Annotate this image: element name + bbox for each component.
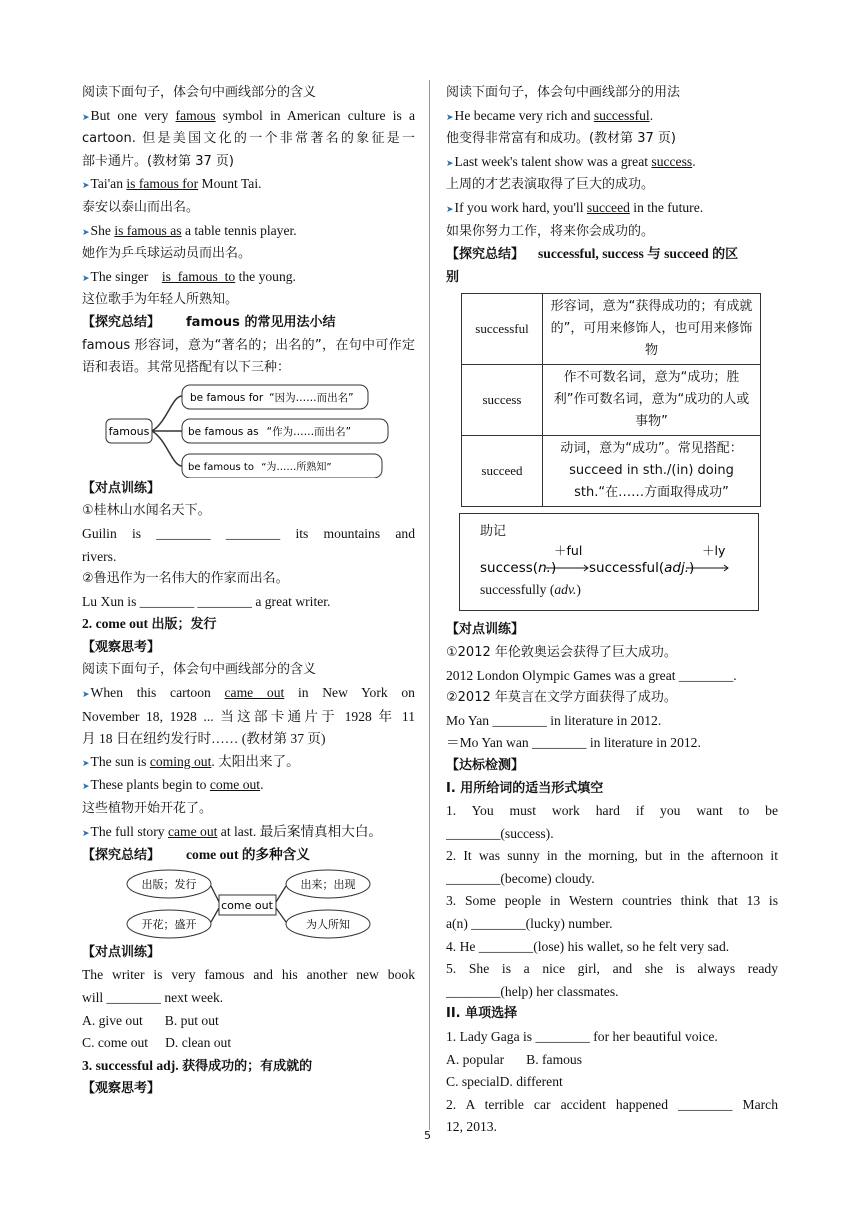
svg-text:be famous for“因为……而出名”: be famous for “因为……而出名”	[190, 391, 354, 404]
table-cell-word: succeed	[462, 436, 543, 507]
table-cell-word: successful	[462, 294, 543, 365]
mind-map-branch	[152, 396, 182, 431]
table-row	[462, 294, 761, 365]
section-heading: 【观察思考】	[82, 639, 161, 655]
section-heading: 别	[446, 269, 460, 285]
question-stem: 4. He ________(lose) his wallet, so he felt very sad.	[446, 938, 730, 954]
svg-text:come out: come out	[221, 898, 273, 912]
translation: 这些植物开始开花了。	[82, 801, 213, 817]
answer-options: C. come out D. clean out	[82, 1035, 232, 1051]
page-number: 5	[424, 1129, 431, 1142]
question-stem: 1. Lady Gaga is ________ for her beautiful voice.	[446, 1029, 718, 1045]
section-title: 3. successful adj. 获得成功的；有成就的	[82, 1057, 313, 1074]
svg-text:be famous as“作为……而出名”: be famous as “作为……而出名”	[188, 425, 352, 438]
column-divider	[429, 80, 430, 1130]
exercise-line: ＝Mo Yan wan ________ in literature in 2012.	[446, 735, 701, 751]
table-cell-meaning: 形容词，意为“获得成功的；有成就的”，可用来修饰人，也可用来修饰物	[543, 294, 761, 365]
comparison-table	[461, 293, 761, 507]
question-stem: ________(help) her classmates.	[446, 983, 619, 999]
example-sentence: ➤These plants begin to come out.	[82, 777, 264, 793]
example-sentence: 月 18 日在纽约发行时…… (教材第 37 页)	[82, 731, 326, 747]
svg-text:＋ful: ＋ful	[554, 544, 583, 559]
svg-text:出版；发行: 出版；发行	[141, 877, 197, 891]
example-sentence: ➤The singer is famous to the young.	[82, 268, 296, 284]
answer-options: A. popular B. famous	[446, 1051, 583, 1067]
instruction: 阅读下面句子，体会句中画线部分的含义	[82, 662, 317, 678]
exercise-line: 2012 London Olympic Games was a great ________.	[446, 667, 737, 683]
svg-text:success(n.): success(n.)	[480, 560, 557, 577]
bullet-arrow-icon: ➤	[82, 111, 90, 122]
section-heading: 【对点训练】	[82, 944, 161, 960]
left-column	[82, 82, 415, 1101]
question-stem: a(n) ________(lucky) number.	[446, 916, 613, 932]
svg-text:＋ly: ＋ly	[702, 544, 726, 559]
question-stem: The writer is very famous and his another new book	[82, 967, 415, 983]
exercise-prompt: ①2012 年伦敦奥运会获得了巨大成功。	[446, 644, 677, 660]
question-stem: ________(become) cloudy.	[446, 870, 595, 886]
table-row	[462, 436, 761, 507]
bullet-arrow-icon: ➤	[82, 757, 90, 768]
bullet-arrow-icon: ➤	[446, 203, 454, 214]
part-title: II. 单项选择	[446, 1006, 518, 1022]
table-cell-meaning: 作不可数名词，意为“成功；胜利”作可数名词，意为“成功的人或事物”	[543, 365, 761, 436]
svg-text:be famous to“为……所熟知”: be famous to “为……所熟知”	[188, 461, 332, 473]
section-heading: 【达标检测】	[446, 757, 525, 773]
section-heading: 【观察思考】	[82, 1081, 161, 1097]
translation: 上周的才艺表演取得了巨大的成功。	[446, 177, 655, 193]
right-column	[446, 82, 778, 1139]
table-cell-meaning: 动词，意为“成功”。常见搭配：succeed in sth./(in) doing sth.“在……方面取得成功”	[543, 436, 761, 507]
exercise-line: Guilin is ________ ________ its mountains and	[82, 525, 415, 541]
section-heading: 【对点训练】	[446, 622, 525, 638]
translation: 她作为乒乓球运动员而出名。	[82, 246, 252, 262]
part-title: I. 用所给词的适当形式填空	[446, 780, 604, 796]
instruction: 阅读下面句子，体会句中画线部分的用法	[446, 85, 681, 100]
exercise-line: Mo Yan ________ in literature in 2012.	[446, 712, 662, 728]
bullet-arrow-icon: ➤	[446, 111, 454, 122]
section-heading: 【探究总结】 come out 的多种含义	[82, 847, 310, 864]
example-sentence: November 18, 1928 ... 当这部卡通片于 1928 年 11	[82, 708, 415, 724]
example-sentence: cartoon. 但是美国文化的一个非常著名的象征是一	[82, 131, 415, 147]
svg-text:开花；盛开: 开花；盛开	[141, 917, 197, 931]
example-sentence: ➤When this cartoon came out in New York on	[82, 685, 415, 701]
exercise-prompt: ②2012 年莫言在文学方面获得了成功。	[446, 690, 677, 706]
question-stem: 5. She is a nice girl, and she is always ready	[446, 961, 778, 977]
example-sentence: ➤She is famous as a table tennis player.	[82, 222, 297, 238]
bullet-arrow-icon: ➤	[82, 226, 90, 237]
bullet-arrow-icon: ➤	[82, 781, 90, 792]
exercise-prompt: ①桂林山水闻名天下。	[82, 503, 211, 519]
question-stem: 2. It was sunny in the morning, but in the afternoon it	[446, 848, 778, 864]
example-sentence: ➤Last week's talent show was a great success.	[446, 153, 696, 169]
translation: 这位歌手为年轻人所熟知。	[82, 292, 239, 308]
table-row	[462, 365, 761, 436]
instruction: 阅读下面句子，体会句中画线部分的含义	[82, 85, 317, 100]
mind-map-branch	[152, 431, 182, 466]
famous-mind-map	[82, 382, 415, 478]
translation: 如果你努力工作，将来你会成功的。	[446, 223, 655, 239]
example-sentence: ➤The full story came out at last. 最后案情真相大白。	[82, 823, 383, 839]
example-sentence: ➤But one very famous symbol in American culture is a	[82, 107, 415, 123]
exercise-prompt: ②鲁迅作为一名伟大的作家而出名。	[82, 571, 289, 587]
memory-aid-title: 助记	[480, 524, 507, 540]
bullet-arrow-icon: ➤	[82, 827, 90, 838]
question-stem: 3. Some people in Western countries think that 13 is	[446, 893, 778, 909]
bullet-arrow-icon: ➤	[446, 157, 454, 168]
exercise-line: rivers.	[82, 548, 117, 564]
mind-map-center-label: famous	[108, 424, 150, 438]
question-stem: 2. A terrible car accident happened ________ March	[446, 1096, 778, 1112]
section-heading: 【对点训练】	[82, 480, 161, 496]
exercise-line: Lu Xun is ________ ________ a great writer.	[82, 593, 331, 609]
section-title: 2. come out 出版；发行	[82, 616, 217, 633]
svg-text:successful(adj.): successful(adj.)	[589, 560, 695, 577]
question-stem: will ________ next week.	[82, 990, 224, 1005]
translation: 泰安以泰山而出名。	[82, 199, 200, 215]
come-out-mind-map	[82, 868, 415, 942]
example-sentence: ➤Tai'an is famous for Mount Tai.	[82, 176, 262, 192]
svg-text:出来；出现: 出来；出现	[300, 877, 356, 891]
answer-options: C. specialD. different	[446, 1074, 563, 1090]
example-sentence: ➤The sun is coming out. 太阳出来了。	[82, 753, 300, 769]
section-heading: 【探究总结】 successful, success 与 succeed 的区	[446, 246, 739, 263]
bullet-arrow-icon: ➤	[82, 272, 90, 283]
bullet-arrow-icon: ➤	[82, 689, 90, 700]
memory-aid-box	[459, 513, 759, 611]
svg-text:为人所知: 为人所知	[306, 917, 350, 931]
answer-options: A. give out B. put out	[82, 1012, 219, 1028]
summary-paragraph: famous 形容词，意为“著名的；出名的”，在句中可作定语和表语。其常见搭配有以下三种：	[82, 337, 415, 376]
word-derivation-diagram	[480, 544, 750, 578]
example-sentence: ➤If you work hard, you'll succeed in the future.	[446, 199, 704, 215]
translation: 他变得非常富有和成功。(教材第 37 页)	[446, 131, 676, 147]
example-sentence: ➤He became very rich and successful.	[446, 107, 654, 123]
question-stem: ________(success).	[446, 825, 554, 841]
table-cell-word: success	[462, 365, 543, 436]
question-stem: 12, 2013.	[446, 1119, 497, 1135]
example-sentence: 部卡通片。(教材第 37 页)	[82, 153, 234, 169]
section-heading: 【探究总结】 famous 的常见用法小结	[82, 314, 336, 330]
bullet-arrow-icon: ➤	[82, 180, 90, 191]
memory-aid-adverb: successfully (adv.)	[480, 582, 581, 598]
question-stem: 1. You must work hard if you want to be	[446, 803, 778, 819]
